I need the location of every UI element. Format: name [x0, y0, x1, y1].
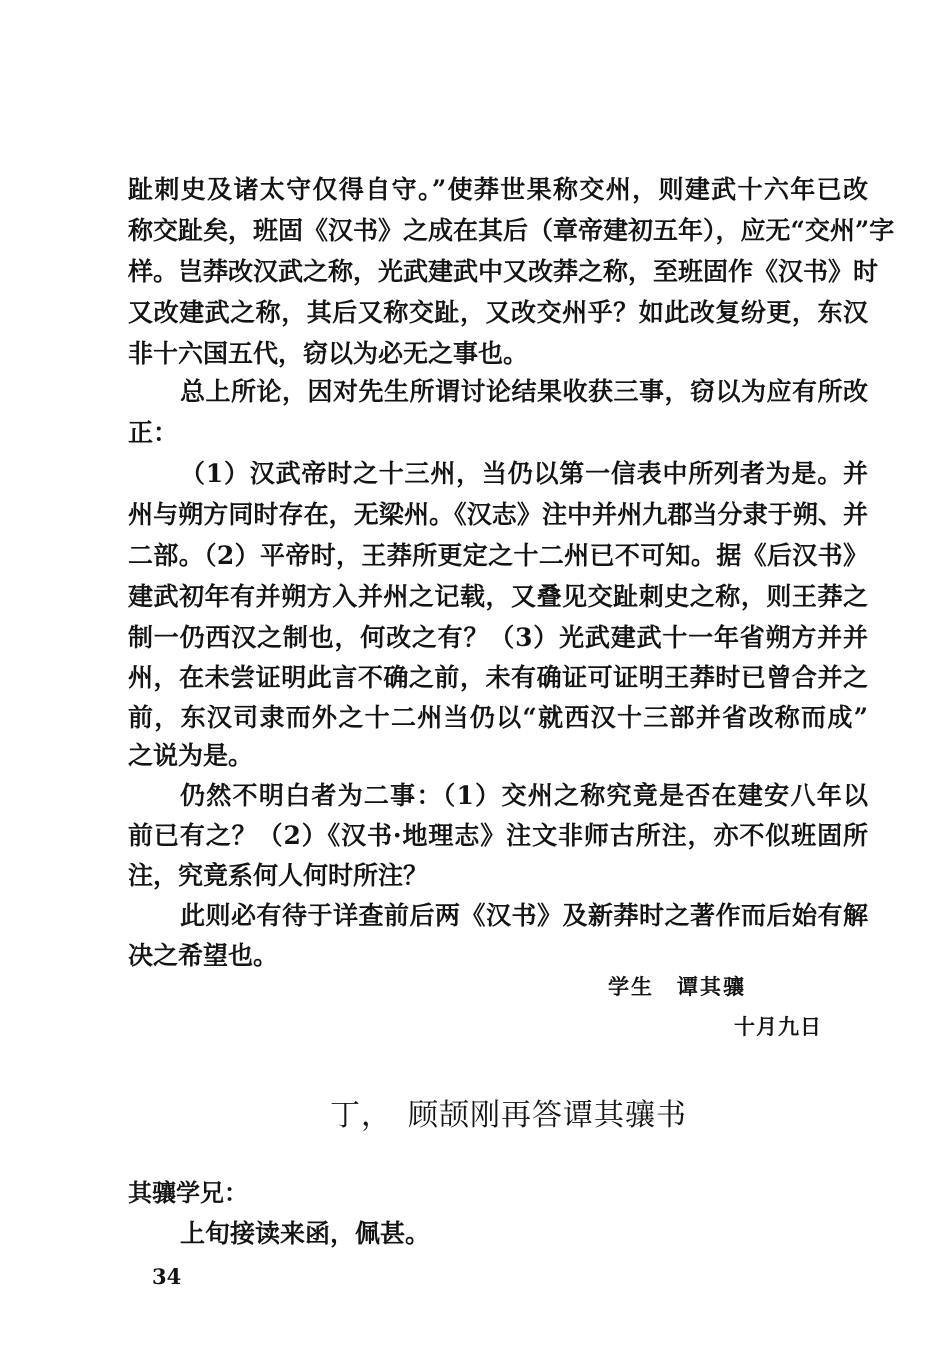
text-line: 非十六国五代，窃以为必无之事也。	[128, 339, 529, 368]
text-line: 称交趾矣，班固《汉书》之成在其后（章帝建初五年），应无“交州”字	[128, 216, 895, 245]
paragraph-start-line: 此则必有待于详查前后两《汉书》及新莽时之著作而后始有解	[180, 901, 868, 930]
text-line: 前已有之？（2）《汉书·地理志》注文非师古所注，亦不似班固所	[128, 821, 868, 850]
letter-first-line: 上旬接读来函，佩甚。	[180, 1219, 431, 1248]
text-line: 制一仍西汉之制也，何改之有？（3）光武建武十一年省朔方并并	[128, 623, 868, 652]
text-line: 建武初年有并朔方入并州之记载，又叠见交趾刺史之称，则王莽之	[128, 582, 868, 611]
text-line: 前，东汉司隶而外之十二州当仍以“就西汉十三部并省改称而成”	[128, 703, 868, 732]
paragraph-start-line: （1）汉武帝时之十三州，当仍以第一信表中所列者为是。并	[180, 459, 868, 488]
text-line: 州，在未尝证明此言不确之前，未有确证可证明王莽时已曾合并之	[128, 663, 868, 692]
text-line: 正：	[128, 418, 179, 447]
salutation: 其骧学兄：	[128, 1178, 248, 1207]
paragraph-start-line: 总上所论，因对先生所谓讨论结果收获三事，窃以为应有所改	[180, 377, 868, 406]
text-line: 州与朔方同时存在，无梁州。《汉志》注中并州九郡当分隶于朔、并	[128, 500, 868, 529]
letter-date: 十月九日	[734, 1014, 822, 1039]
section-title: 丁， 顾颉刚再答谭其骧书	[330, 1098, 687, 1133]
page-number: 34	[152, 1264, 182, 1289]
text-line: 样。岂莽改汉武之称，光武建武中又改莽之称，至班固作《汉书》时	[128, 257, 879, 286]
text-line: 决之希望也。	[128, 941, 279, 970]
text-line: 趾刺史及诸太守仅得自守。”使莽世果称交州，则建武十六年已改	[128, 175, 868, 204]
text-line: 又改建武之称，其后又称交趾，又改交州乎？如此改复纷更，东汉	[128, 298, 868, 327]
signature: 学生 谭其骧	[608, 974, 746, 999]
text-line: 注，究竟系何人何时所注？	[128, 861, 429, 890]
paragraph-start-line: 仍然不明白者为二事：（1）交州之称究竟是否在建安八年以	[180, 781, 868, 810]
text-line: 之说为是。	[128, 741, 254, 770]
text-line: 二部。（2）平帝时，王莽所更定之十二州已不可知。据《后汉书》	[128, 541, 868, 570]
